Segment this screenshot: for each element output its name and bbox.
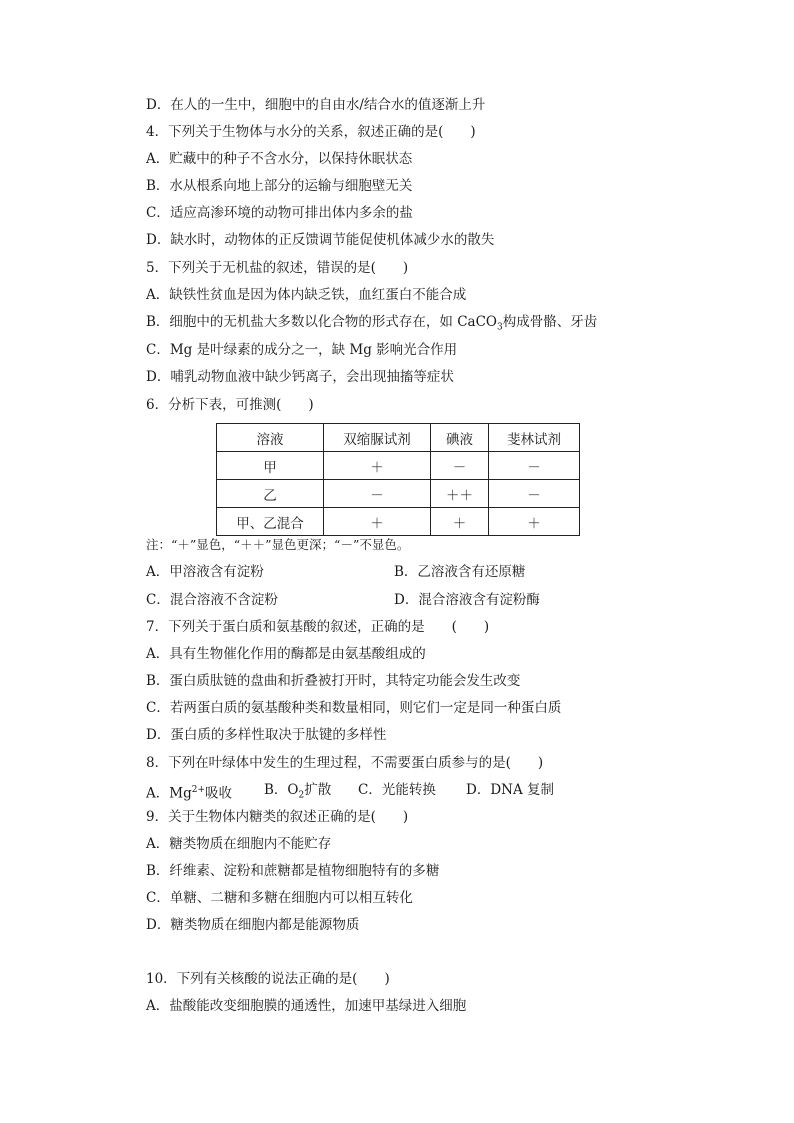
q6-option-d: D．混合溶液含有淀粉酶 [394,592,540,608]
table-cell: ＋ [324,508,431,536]
q5b-text-post: 构成骨骼、牙齿 [502,314,598,330]
table-note: 注：“＋”显色，“＋＋”显色更深；“－”不显色。 [146,537,410,552]
table-header-row [217,424,580,452]
q6-option-c: C．混合溶液不含淀粉 [146,592,278,608]
q8-option-b [264,781,331,805]
q7-option-b: B．蛋白质肽链的盘曲和折叠被打开时，其特定功能会发生改变 [146,673,521,689]
q9-option-a: A．糖类物质在细胞内不能贮存 [146,836,332,852]
q3-option-d: D．在人的一生中，细胞中的自由水/结合水的值逐渐上升 [146,97,486,113]
q9-option-d: D．糖类物质在细胞内都是能源物质 [146,917,360,933]
question-5: 5．下列关于无机盐的叙述，错误的是( ) [146,260,409,276]
q9-option-b: B．纤维素、淀粉和蔗糖都是植物细胞特有的多糖 [146,863,440,879]
table-cell: － [431,452,489,480]
question-6: 6．分析下表，可推测( ) [146,397,314,413]
table-cell: － [324,480,431,508]
q6-option-b: B．乙溶液含有还原糖 [394,564,526,580]
q5-option-d: D．哺乳动物血液中缺少钙离子，会出现抽搐等症状 [146,369,454,385]
q8a-text-post: 吸收 [205,785,232,802]
table-header-cell: 斐林试剂 [489,424,580,452]
q4-option-c: C．适应高渗环境的动物可排出体内多余的盐 [146,205,413,221]
table-cell: 甲 [217,452,324,480]
q5-option-c: C．Mg 是叶绿素的成分之一，缺 Mg 影响光合作用 [146,342,458,358]
q4-option-d: D．缺水时，动物体的正反馈调节能促使机体减少水的散失 [146,232,495,248]
q9-option-c: C．单糖、二糖和多糖在细胞内可以相互转化 [146,890,413,906]
question-7: 7．下列关于蛋白质和氨基酸的叙述，正确的是 ( ) [146,619,490,635]
table-cell: 甲、乙混合 [217,508,324,536]
q4-option-b: B．水从根系向地上部分的运输与细胞壁无关 [146,178,413,194]
table-row [217,480,580,508]
table-cell: ＋ [324,452,431,480]
q8a-superscript: 2+ [191,785,205,795]
question-4: 4．下列关于生物体与水分的关系，叙述正确的是( ) [146,124,476,140]
table-header-cell: 双缩脲试剂 [324,424,431,452]
q7-option-d: D．蛋白质的多样性取决于肽键的多样性 [146,727,387,743]
table-cell: － [489,452,580,480]
q8a-text-pre: A．Mg [146,785,192,802]
q5-option-b [146,313,597,337]
question-10: 10．下列有关核酸的说法正确的是( ) [146,971,390,987]
q10-option-a: A．盐酸能改变细胞膜的通透性，加速甲基绿进入细胞 [146,998,467,1014]
table-cell: － [489,480,580,508]
question-8: 8．下列在叶绿体中发生的生理过程，不需要蛋白质参与的是( ) [146,755,544,771]
q8b-text-pre: B．O [264,782,299,798]
table-row [217,508,580,536]
question-9: 9．关于生物体内糖类的叙述正确的是( ) [146,809,409,825]
table-row [217,452,580,480]
q4-option-a: A．贮藏中的种子不含水分，以保持休眠状态 [146,151,413,167]
q8b-text-post: 扩散 [304,782,332,798]
table-cell: 乙 [217,480,324,508]
q5b-text-pre: B．细胞中的无机盐大多数以化合物的形式存在，如 CaCO [146,314,497,330]
q8-option-c: C．光能转换 [358,782,436,798]
reagent-table [216,423,580,536]
q8b-subscript: 2 [298,790,305,801]
table-cell: ＋ [431,508,489,536]
table-cell: ＋ [489,508,580,536]
table-header-cell: 溶液 [217,424,324,452]
table-header-cell: 碘液 [431,424,489,452]
q6-option-a: A．甲溶液含有淀粉 [146,564,264,580]
q7-option-a: A．具有生物催化作用的酶都是由氨基酸组成的 [146,646,426,662]
q8-option-a [146,781,232,803]
table-cell: ＋＋ [431,480,489,508]
q5b-subscript: 3 [497,322,503,333]
q8-option-d: D．DNA 复制 [466,782,555,798]
q7-option-c: C．若两蛋白质的氨基酸种类和数量相同，则它们一定是同一种蛋白质 [146,700,562,716]
q5-option-a: A．缺铁性贫血是因为体内缺乏铁，血红蛋白不能合成 [146,287,467,303]
